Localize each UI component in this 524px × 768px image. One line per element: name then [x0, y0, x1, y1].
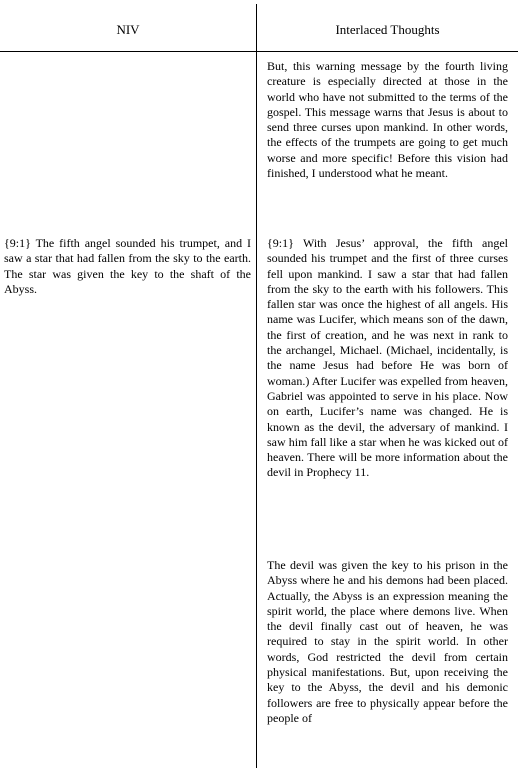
header-rule	[0, 51, 518, 52]
thoughts-paragraph: The devil was given the key to his prison in the Abyss where he and his demons had been placed. Actually, the Abyss is an expression meaning the spirit world, the place where demons live. When the devil finally cast out of heaven, he was required to stay in the spirit world. In other words, God restricted the devil from certain physical manifestations. But, upon receiving the key to the Abyss, the devil and his demonic followers are free to physically appear before the people of	[267, 558, 508, 725]
niv-verse-9-1: {9:1} The fifth angel sounded his trumpet, and I saw a star that had fallen from the sky to the earth. The star was given the key to the shaft of the Abyss.	[4, 236, 251, 296]
thoughts-paragraph: But, this warning message by the fourth living creature is especially directed at those in the world who have not submitted to the terms of the gospel. This message warns that Jesus is about to send three curses upon mankind. In other words, the effects of the trumpets are going to get much worse and more specific! Before this vision had finished, I understood what he meant.	[267, 59, 508, 181]
column-divider	[256, 4, 257, 768]
niv-column-header: NIV	[116, 22, 140, 37]
interlaced-thoughts-column-header: Interlaced Thoughts	[335, 22, 440, 37]
thoughts-paragraph: {9:1} With Jesus’ approval, the fifth angel sounded his trumpet and the first of three curses fell upon mankind. I saw a star that had fallen from the sky to the earth with his followers. This fallen star was once the highest of all angels. His name was Lucifer, which means son of the dawn, the first of creation, and he was next in rank to the archangel, Michael. (Michael, incidentally, is the name Jesus had before He was born of woman.) After Lucifer was expelled from heaven, Gabriel was appointed to serve in his place. Now on earth, Lucifer’s name was changed. He is known as the devil, the adversary of mankind. I saw him fall like a star when he was kicked out of heaven. There will be more information about the devil in Prophecy 11.	[267, 236, 508, 480]
